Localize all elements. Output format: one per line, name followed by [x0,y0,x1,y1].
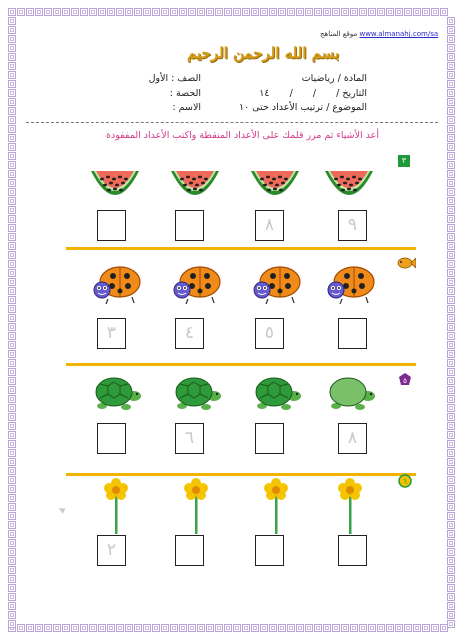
border-tile [269,624,277,632]
border-tile [8,530,16,538]
border-tile [447,233,455,241]
border-tile [447,98,455,106]
dotted-number: ٦ [184,428,195,448]
number-box[interactable] [97,318,126,349]
ladybug-picture [88,262,144,310]
number-box[interactable] [175,210,204,241]
border-tile [447,602,455,610]
ladybug-picture [248,262,304,310]
border-tile [296,624,304,632]
border-tile [447,44,455,52]
border-tile [305,8,313,16]
border-tile [386,624,394,632]
border-tile [89,8,97,16]
border-tile [269,8,277,16]
border-tile [447,197,455,205]
border-tile [8,494,16,502]
border-tile [447,350,455,358]
border-tile [8,449,16,457]
basmala-title: بسم الله الرحمن الرحيم [187,44,340,62]
border-tile [8,611,16,619]
border-tile [116,624,124,632]
border-tile [8,323,16,331]
site-credit [320,30,438,38]
border-tile [8,485,16,493]
name-label: الاسم : [172,102,201,113]
border-tile [62,8,70,16]
watermelon-slice-picture [168,165,222,213]
border-tile [431,8,439,16]
number-box[interactable] [175,535,204,566]
border-tile [332,624,340,632]
border-tile [447,215,455,223]
border-tile [143,624,151,632]
border-tile [8,215,16,223]
border-tile [447,332,455,340]
border-tile [17,8,25,16]
number-box[interactable] [338,318,367,349]
row-divider [66,247,416,250]
border-tile [447,422,455,430]
border-tile [26,8,34,16]
border-tile [8,125,16,133]
grade-label: الصف : الأول [148,73,201,84]
border-tile [8,251,16,259]
border-tile [8,143,16,151]
border-tile [314,624,322,632]
border-tile [8,242,16,250]
number-box[interactable] [255,318,284,349]
border-tile [447,251,455,259]
border-tile [8,593,16,601]
border-tile [404,624,412,632]
border-tile [206,624,214,632]
border-tile [404,8,412,16]
border-tile [8,368,16,376]
border-tile [8,440,16,448]
border-tile [8,152,16,160]
border-tile [8,557,16,565]
border-tile [134,624,142,632]
border-tile [447,575,455,583]
border-tile [53,8,61,16]
border-tile [447,377,455,385]
number-box[interactable] [338,210,367,241]
border-tile [447,269,455,277]
border-tile [152,8,160,16]
date-year: ١٤ [259,88,270,99]
border-tile [447,476,455,484]
border-tile [447,17,455,25]
border-tile [8,377,16,385]
border-tile [8,233,16,241]
border-tile [395,624,403,632]
border-tile [161,624,169,632]
border-tile [8,188,16,196]
border-tile [447,314,455,322]
watermelon-slice-picture [248,165,302,213]
flower-picture [96,476,136,540]
border-tile [422,8,430,16]
dotted-number: ٩ [347,215,358,235]
number-box[interactable] [255,535,284,566]
border-tile [134,8,142,16]
border-tile [8,476,16,484]
border-tile [447,53,455,61]
border-tile [8,80,16,88]
border-tile [447,512,455,520]
border-tile [8,395,16,403]
border-tile [8,584,16,592]
turtle-picture [322,370,380,418]
border-tile [188,8,196,16]
svg-text:٥: ٥ [403,377,407,385]
border-tile [447,224,455,232]
border-tile [35,8,43,16]
border-tile [8,296,16,304]
border-tile [8,467,16,475]
border-tile [447,161,455,169]
border-tile [447,440,455,448]
dotted-number: ٨ [264,215,275,235]
border-tile [377,8,385,16]
border-tile [8,8,16,16]
border-tile [447,494,455,502]
border-tile [143,8,151,16]
border-tile [8,566,16,574]
dotted-number: ٥ [264,323,275,343]
border-tile [26,624,34,632]
question-number-badge: ٣ [398,155,410,167]
border-tile [368,624,376,632]
border-tile [8,305,16,313]
watermelon-slice-picture [88,165,142,213]
border-tile [8,170,16,178]
watermark-mark: ▲ [55,504,67,515]
border-tile [80,8,88,16]
border-tile [447,143,455,151]
border-tile [98,624,106,632]
border-tile [80,624,88,632]
border-tile [447,278,455,286]
dotted-number: ٨ [347,428,358,448]
period-label: الحصة : [169,88,201,99]
border-tile [8,53,16,61]
border-tile [8,521,16,529]
border-tile [413,624,421,632]
subject-label: المادة / رياضيات [301,73,367,84]
border-tile [377,624,385,632]
border-tile [179,8,187,16]
border-tile [447,584,455,592]
border-tile [287,8,295,16]
border-tile [287,624,295,632]
dotted-number: ٢ [106,540,117,560]
border-tile [447,323,455,331]
border-tile [53,624,61,632]
border-tile [278,8,286,16]
border-tile [8,359,16,367]
turtle-picture [248,370,306,418]
border-tile [359,624,367,632]
border-tile [251,8,259,16]
flower-picture [330,476,370,540]
number-box[interactable] [338,423,367,454]
border-tile [447,305,455,313]
border-tile [8,602,16,610]
number-box[interactable] [255,423,284,454]
border-tile [413,8,421,16]
border-tile [8,575,16,583]
border-tile [8,116,16,124]
border-tile [116,8,124,16]
border-tile [170,8,178,16]
border-tile [447,287,455,295]
border-tile [447,341,455,349]
border-tile [395,8,403,16]
border-tile [447,539,455,547]
border-tile [251,624,259,632]
border-tile [8,404,16,412]
border-tile [447,611,455,619]
border-tile [341,8,349,16]
flower-picture [176,476,216,540]
border-tile [170,624,178,632]
border-tile [447,71,455,79]
row-divider [66,363,416,366]
border-tile [8,332,16,340]
border-tile [197,8,205,16]
border-tile [8,197,16,205]
dotted-number: ٤ [184,323,195,343]
border-tile [8,314,16,322]
border-tile [98,8,106,16]
border-tile [188,624,196,632]
border-tile [8,539,16,547]
border-tile [8,107,16,115]
border-tile [447,458,455,466]
border-tile [447,368,455,376]
border-tile [314,8,322,16]
border-tile [8,89,16,97]
fish-icon [396,256,416,270]
row-divider [66,473,416,476]
number-box[interactable] [175,423,204,454]
border-tile [233,8,241,16]
border-tile [8,98,16,106]
border-tile [179,624,187,632]
border-tile [215,8,223,16]
border-tile [125,8,133,16]
border-tile [242,624,250,632]
border-tile [44,624,52,632]
border-tile [71,624,79,632]
border-tile [8,620,16,628]
number-box[interactable] [97,535,126,566]
border-tile [440,8,448,16]
border-tile [447,179,455,187]
border-tile [197,624,205,632]
border-tile [447,296,455,304]
border-tile [447,170,455,178]
border-tile [44,8,52,16]
border-tile [447,566,455,574]
border-tile [447,548,455,556]
border-tile [8,503,16,511]
border-tile [8,413,16,421]
border-tile [447,557,455,565]
border-tile [8,431,16,439]
border-tile [447,485,455,493]
border-tile [447,116,455,124]
number-box[interactable] [97,210,126,241]
instruction-text: أعد الأشياء ثم مرر قلمك على الأعداد المنقطة واكتب الأعداد المفقودة [106,130,379,141]
border-tile [447,260,455,268]
topic-label: الموضوع / ترتيب الأعداد حتى ١٠ [238,102,367,113]
border-tile [8,350,16,358]
border-tile [8,260,16,268]
border-tile [447,80,455,88]
border-tile [447,503,455,511]
date-slash: / [289,88,293,99]
border-tile [8,287,16,295]
border-tile [8,341,16,349]
border-tile [8,179,16,187]
border-tile [447,467,455,475]
border-tile [260,8,268,16]
border-tile [35,624,43,632]
border-tile [8,422,16,430]
watermelon-slice-picture [322,165,376,213]
border-tile [8,17,16,25]
border-tile [350,624,358,632]
border-tile [447,188,455,196]
number-box[interactable] [97,423,126,454]
border-tile [242,8,250,16]
border-tile [447,530,455,538]
border-tile [215,624,223,632]
border-tile [447,449,455,457]
border-tile [8,134,16,142]
border-tile [278,624,286,632]
border-tile [89,624,97,632]
border-tile [386,8,394,16]
border-tile [152,624,160,632]
border-tile [323,8,331,16]
border-tile [447,125,455,133]
number-box[interactable] [175,318,204,349]
flower-picture [256,476,296,540]
number-box[interactable] [255,210,284,241]
turtle-picture [168,370,226,418]
border-tile [447,431,455,439]
border-tile [17,624,25,632]
border-tile [447,620,455,628]
ladybug-picture [322,262,378,310]
border-tile [447,386,455,394]
border-tile [206,8,214,16]
turtle-picture [88,370,146,418]
border-tile [447,404,455,412]
border-tile [447,152,455,160]
border-tile [8,548,16,556]
border-tile [8,512,16,520]
ladybug-picture [168,262,224,310]
border-tile [260,624,268,632]
border-tile [447,242,455,250]
circle-badge-icon [398,474,412,488]
border-tile [350,8,358,16]
border-tile [447,593,455,601]
border-tile [8,224,16,232]
border-tile [447,89,455,97]
border-tile [8,62,16,70]
border-tile [447,206,455,214]
border-tile [359,8,367,16]
date-prefix: التاريخ / [336,88,367,99]
border-tile [447,359,455,367]
border-tile [447,521,455,529]
border-tile [341,624,349,632]
border-tile [422,624,430,632]
border-tile [447,62,455,70]
pentagon-icon [398,372,412,386]
border-tile [8,269,16,277]
date-slash: / [312,88,317,99]
border-tile [161,8,169,16]
border-tile [431,624,439,632]
border-tile [71,8,79,16]
border-tile [368,8,376,16]
border-tile [323,624,331,632]
border-tile [125,624,133,632]
border-tile [332,8,340,16]
border-tile [8,44,16,52]
svg-text:٦: ٦ [403,478,407,486]
header-divider [26,122,438,123]
border-tile [8,161,16,169]
border-tile [8,458,16,466]
border-tile [8,71,16,79]
site-name: موقع المناهج [320,30,358,38]
border-tile [8,206,16,214]
border-tile [8,386,16,394]
border-tile [62,624,70,632]
border-tile [447,107,455,115]
border-tile [107,8,115,16]
border-tile [447,26,455,34]
border-tile [447,395,455,403]
border-tile [296,8,304,16]
site-url[interactable]: www.almanahj.com/sa [359,30,439,38]
border-tile [107,624,115,632]
border-tile [8,35,16,43]
border-tile [305,624,313,632]
border-tile [447,134,455,142]
date-label [259,88,367,99]
dotted-number: ٣ [106,323,117,343]
border-tile [224,8,232,16]
border-tile [8,26,16,34]
number-box[interactable] [338,535,367,566]
border-tile [447,413,455,421]
border-tile [447,35,455,43]
border-tile [233,624,241,632]
border-tile [224,624,232,632]
border-tile [8,278,16,286]
